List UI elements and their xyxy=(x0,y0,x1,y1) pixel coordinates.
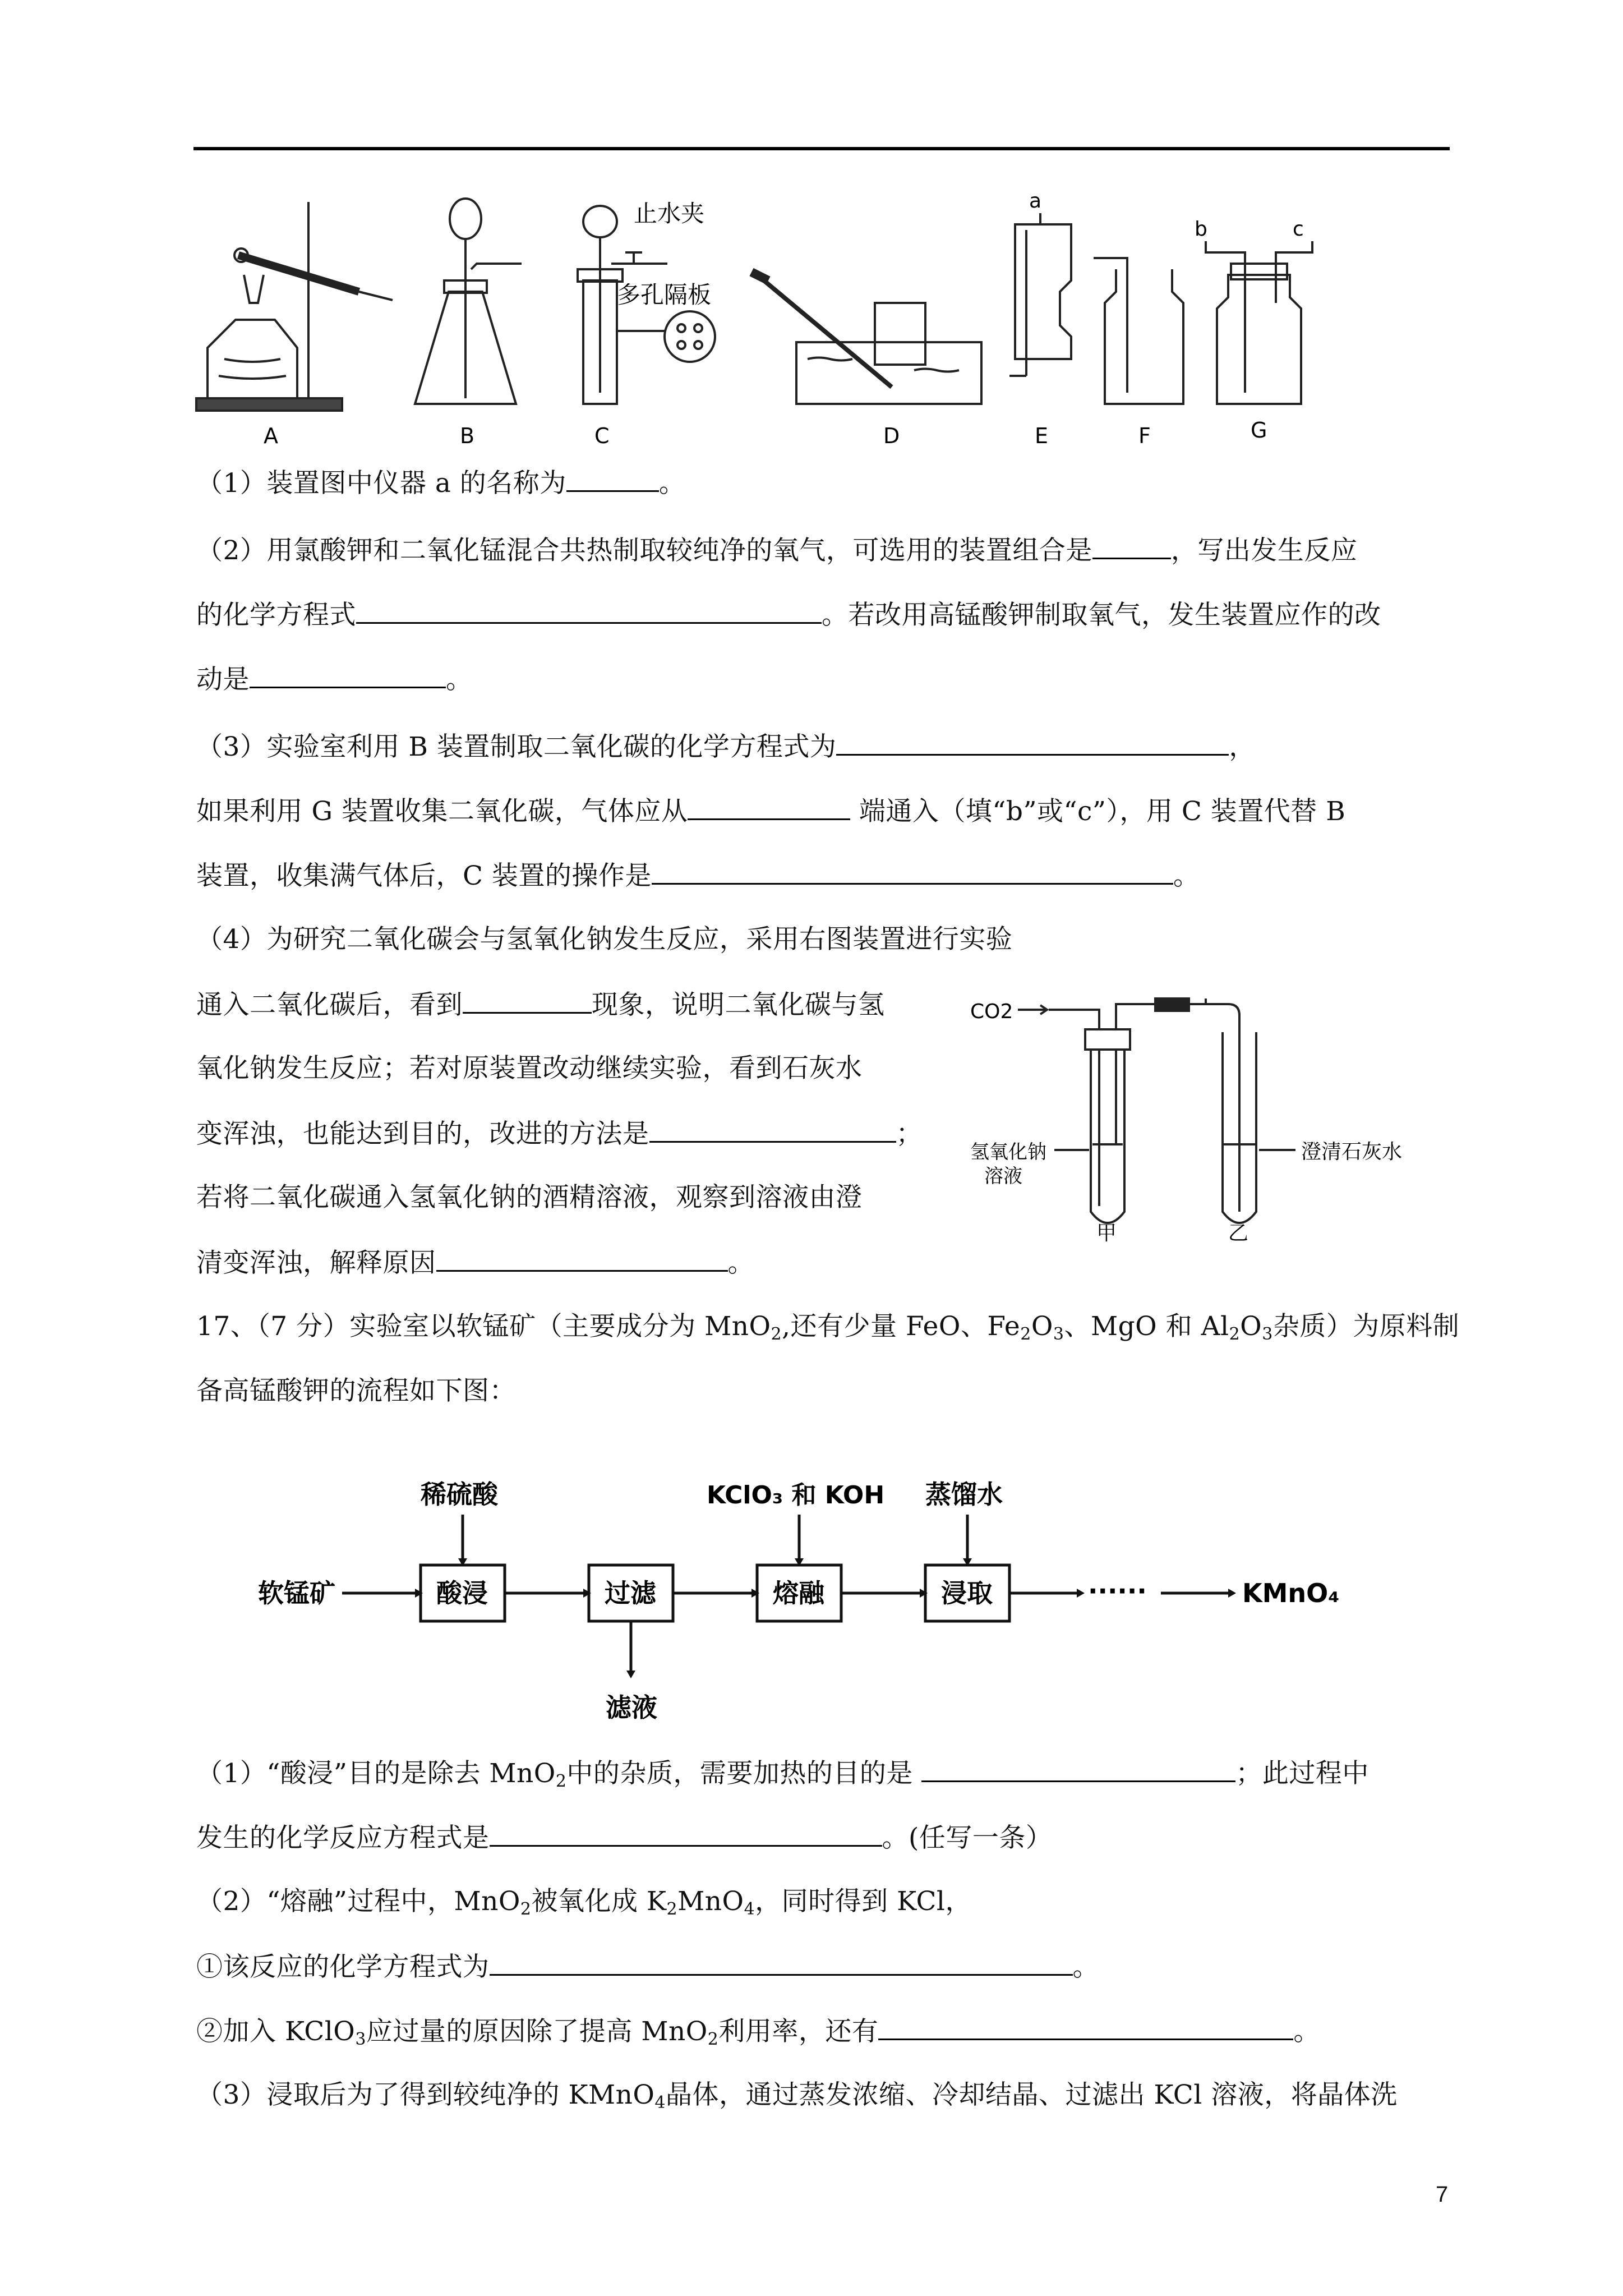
flow-product: KMnO₄ xyxy=(1242,1578,1340,1608)
flow-extract: 浸取 xyxy=(941,1578,993,1608)
q16-part4-line6: 清变浑浊，解释原因 。 xyxy=(196,1245,754,1280)
apparatus-label-G: G xyxy=(1251,418,1267,443)
answer-blank[interactable] xyxy=(921,1756,1235,1782)
stand-base xyxy=(196,398,342,411)
q16-part2-line3: 动是 。 xyxy=(196,662,473,697)
label-stop-clamp: 止水夹 xyxy=(634,200,705,227)
q17-part3-line1: （3）浸取后为了得到较纯净的 KMnO$_4$晶体，通过蒸发浓缩、冷却结晶、过滤出 KCl 溶液，将晶体洗 xyxy=(196,2079,1398,2113)
answer-blank[interactable] xyxy=(356,597,822,624)
page-number: 7 xyxy=(1436,2182,1449,2207)
q17-part2-line3: ②加入 KClO$_3$应过量的原因除了提高 MnO$_2$利用率，还有 。 xyxy=(196,2014,1320,2056)
answer-blank[interactable] xyxy=(649,1116,896,1143)
label-a: a xyxy=(1029,191,1042,213)
answer-blank[interactable] xyxy=(878,2014,1293,2040)
q16-part3-line2: 如果利用 G 装置收集二氧化碳，气体应从 端通入（填“b”或“c”），用 C 装置代替 B xyxy=(196,794,1345,829)
flow-raw: 软锰矿 xyxy=(258,1578,335,1608)
q16-part4-line1: （4）为研究二氧化碳会与氢氧化钠发生反应，采用右图装置进行实验 xyxy=(196,924,1013,955)
flow-reagent: KClO₃ 和 KOH xyxy=(707,1481,885,1510)
q16-part4-line5: 若将二氧化碳通入氢氧化钠的酒精溶液，观察到溶液由澄 xyxy=(196,1182,863,1213)
answer-blank[interactable] xyxy=(490,1820,882,1847)
answer-blank[interactable] xyxy=(688,794,850,820)
q16-part2-line1: （2）用氯酸钾和二氧化锰混合共热制取较纯净的氧气，可选用的装置组合是 ，写出发生反应 xyxy=(196,533,1357,568)
q16-part2-line2: 的化学方程式 。若改用高锰酸钾制取氧气，发生装置应作的改 xyxy=(196,597,1381,632)
apparatus-label-D: D xyxy=(883,424,900,448)
answer-blank[interactable] xyxy=(250,662,446,688)
q17-part2-line2: ①该反应的化学方程式为 。 xyxy=(196,1949,1099,1984)
answer-blank[interactable] xyxy=(463,987,592,1014)
co2-label: CO2 xyxy=(970,1000,1013,1023)
flow-filter: 过滤 xyxy=(605,1578,656,1608)
naoh-label-2: 溶液 xyxy=(984,1165,1022,1188)
q17-part1-line1: （1）“酸浸”目的是除去 MnO$_2$中的杂质，需要加热的目的是 ；此过程中 xyxy=(196,1756,1369,1798)
label-c: c xyxy=(1293,218,1304,241)
answer-blank[interactable] xyxy=(652,858,1173,885)
q16-part4-line3: 氧化钠发生反应；若对原装置改动继续实验，看到石灰水 xyxy=(196,1053,863,1084)
jia-label: 甲 xyxy=(1096,1222,1117,1245)
apparatus-label-E: E xyxy=(1035,424,1049,448)
answer-blank[interactable] xyxy=(566,466,659,492)
q16-part4-line4: 变浑浊，也能达到目的，改进的方法是 ； xyxy=(196,1116,923,1151)
q16-part4-line2: 通入二氧化碳后，看到 现象，说明二氧化碳与氢 xyxy=(196,987,885,1022)
apparatus-label-A: A xyxy=(264,424,278,448)
q17-line1: 17、（7 分）实验室以软锰矿（主要成分为 MnO$_2$,还有少量 FeO、$Fe_2O_3$、MgO 和 $Al_2O_3$杂质）为原料制 xyxy=(196,1311,1460,1344)
flow-dots: ······ xyxy=(1088,1576,1147,1606)
flow-water: 蒸馏水 xyxy=(925,1479,1003,1510)
apparatus-figure xyxy=(185,191,1318,454)
header-rule xyxy=(193,147,1450,150)
q17-part2-line1: （2）“熔融”过程中，MnO$_2$被氧化成 $K_2MnO_4$，同时得到 KCl， xyxy=(196,1886,972,1919)
q16-part1: （1）装置图中仪器 a 的名称为 。 xyxy=(196,466,685,500)
yi-label: 乙 xyxy=(1228,1222,1249,1245)
apparatus-label-B: B xyxy=(460,424,475,448)
limewater-label: 澄清石灰水 xyxy=(1301,1140,1403,1163)
answer-blank[interactable] xyxy=(1092,533,1171,559)
flow-filtrate: 滤液 xyxy=(606,1692,657,1723)
q17-line2: 备高锰酸钾的流程如下图： xyxy=(196,1375,516,1406)
flow-acid-input: 稀硫酸 xyxy=(421,1479,498,1510)
flow-chart xyxy=(247,1470,1368,1733)
answer-blank[interactable] xyxy=(436,1245,728,1272)
apparatus-label-F: F xyxy=(1138,424,1151,448)
co2-naoh-figure xyxy=(965,976,1447,1245)
apparatus-label-C: C xyxy=(594,424,610,448)
answer-blank[interactable] xyxy=(490,1949,1073,1976)
q16-part3-line1: （3）实验室利用 B 装置制取二氧化碳的化学方程式为 ， xyxy=(196,729,1256,764)
q17-part1-line2: 发生的化学反应方程式是 。(任写一条） xyxy=(196,1820,1052,1855)
q16-part3-line3: 装置，收集满气体后，C 装置的操作是 。 xyxy=(196,858,1200,893)
label-b: b xyxy=(1195,218,1207,241)
flow-melt: 熔融 xyxy=(773,1578,824,1608)
flow-acid-leach: 酸浸 xyxy=(436,1578,488,1608)
naoh-label-1: 氢氧化钠 xyxy=(970,1141,1046,1163)
label-porous-plate: 多孔隔板 xyxy=(617,281,712,309)
answer-blank[interactable] xyxy=(836,729,1229,756)
